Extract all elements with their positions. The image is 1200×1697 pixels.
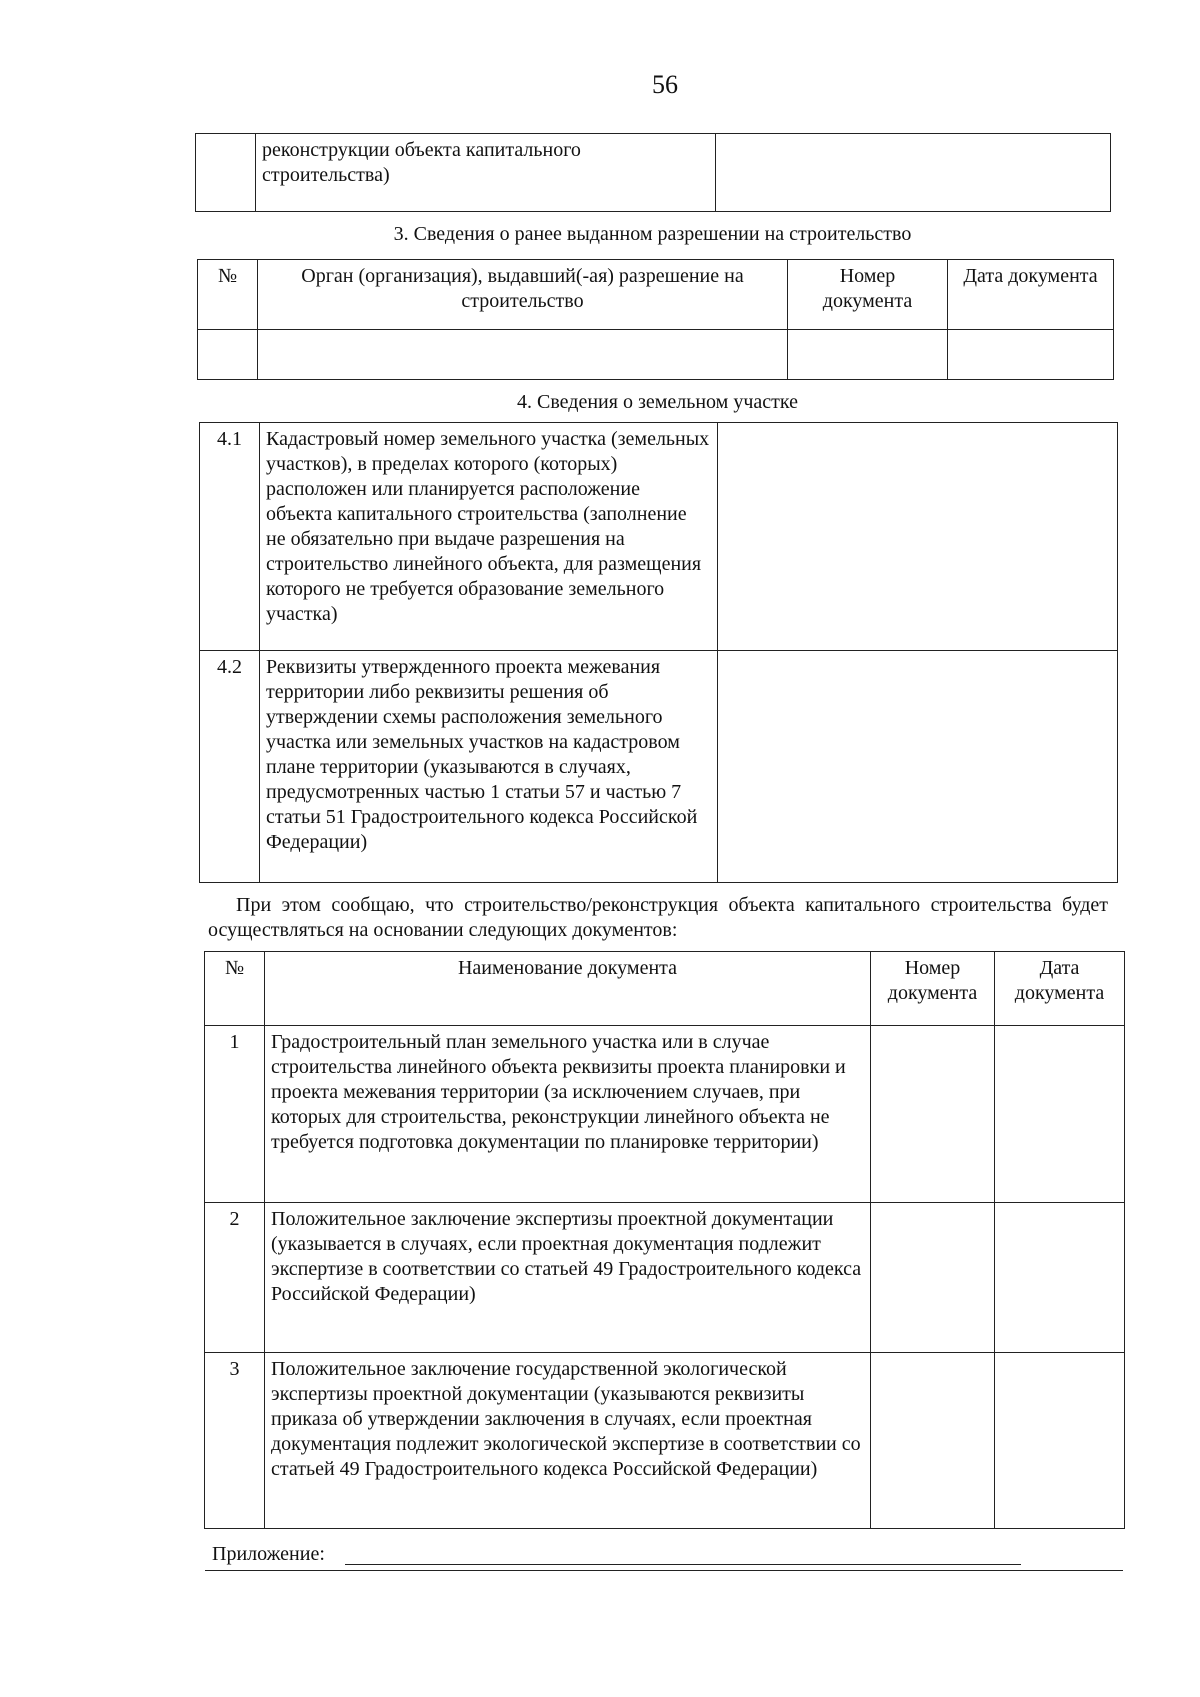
empty-cell xyxy=(716,134,1111,212)
header-doc-date: Дата документа xyxy=(948,260,1114,330)
documents-table xyxy=(204,951,1125,1529)
row-text: Кадастровый номер земельного участка (земельных участков), в пределах которого (которых) расположен или планируется расположение объекта капитального строительства (заполнение не обязательно при выдаче разрешения на строительство линейного объекта, для размещения которого не требуется образование земельного участка) xyxy=(260,423,718,651)
empty-cell xyxy=(196,134,256,212)
appendix-label: Приложение: xyxy=(212,1543,325,1565)
header-number: № xyxy=(198,260,258,330)
header-doc-number: Номер документа xyxy=(788,260,948,330)
row-number: 1 xyxy=(205,1026,265,1203)
empty-cell xyxy=(871,1203,995,1353)
header-issuer: Орган (организация), выдавший(-ая) разрешение на строительство xyxy=(258,260,788,330)
empty-cell xyxy=(871,1353,995,1529)
appendix-blank-line[interactable] xyxy=(345,1564,1021,1565)
row-text: Реквизиты утвержденного проекта межевания территории либо реквизиты решения об утверждении схемы расположения земельного участка или земельных участков на кадастровом плане территории (указываются в случаях, предусмотренных частью 1 статьи 57 и частью 7 статьи 51 Градостроительного кодекса Российской Федерации) xyxy=(260,651,718,883)
row-number: 2 xyxy=(205,1203,265,1353)
header-doc-number: Номер документа xyxy=(871,952,995,1026)
continuation-table xyxy=(195,133,1111,212)
row-number: 3 xyxy=(205,1353,265,1529)
header-doc-date: Дата документа xyxy=(995,952,1125,1026)
empty-cell xyxy=(258,330,788,380)
land-plot-table xyxy=(199,422,1118,883)
appendix xyxy=(212,1542,1032,1567)
empty-cell xyxy=(198,330,258,380)
section-4-title: 4. Сведения о земельном участке xyxy=(517,391,798,413)
empty-cell xyxy=(995,1203,1125,1353)
section-3-title: 3. Сведения о ранее выданном разрешении на строительство xyxy=(393,223,912,245)
row-text: Положительное заключение государственной экологической экспертизы проектной документации (указываются реквизиты приказа об утверждении заключения в случаях, если проектная документация подлежит экологической экспертизе в соответствии со статьей 49 Градостроительного кодекса Российской Федерации) xyxy=(265,1353,871,1529)
row-text: Градостроительный план земельного участка или в случае строительства линейного объекта реквизиты проекта планировки и проекта межевания территории (за исключением случаев, при которых для строительства, реконструкции линейного объекта не требуется подготовка документации по планировке территории) xyxy=(265,1026,871,1203)
empty-cell xyxy=(871,1026,995,1203)
intro-paragraph xyxy=(208,893,1108,943)
row-number: 4.1 xyxy=(200,423,260,651)
header-number: № xyxy=(205,952,265,1026)
empty-cell xyxy=(995,1026,1125,1203)
intro-paragraph-text: При этом сообщаю, что строительство/реконструкция объекта капитального строительства будет осуществляться на основании следующих документов: xyxy=(208,894,1108,941)
row-text: Положительное заключение экспертизы проектной документации (указывается в случаях, если проектная документация подлежит экспертизе в соответствии со статьей 49 Градостроительного кодекса Российской Федерации) xyxy=(265,1203,871,1353)
continuation-text: реконструкции объекта капитального строительства) xyxy=(256,134,716,212)
permit-table xyxy=(197,259,1114,380)
row-number: 4.2 xyxy=(200,651,260,883)
empty-cell xyxy=(788,330,948,380)
header-doc-name: Наименование документа xyxy=(265,952,871,1026)
empty-cell xyxy=(718,651,1118,883)
page-number: 56 xyxy=(652,70,678,99)
bottom-rule xyxy=(205,1570,1123,1571)
empty-cell xyxy=(948,330,1114,380)
empty-cell xyxy=(995,1353,1125,1529)
empty-cell xyxy=(718,423,1118,651)
